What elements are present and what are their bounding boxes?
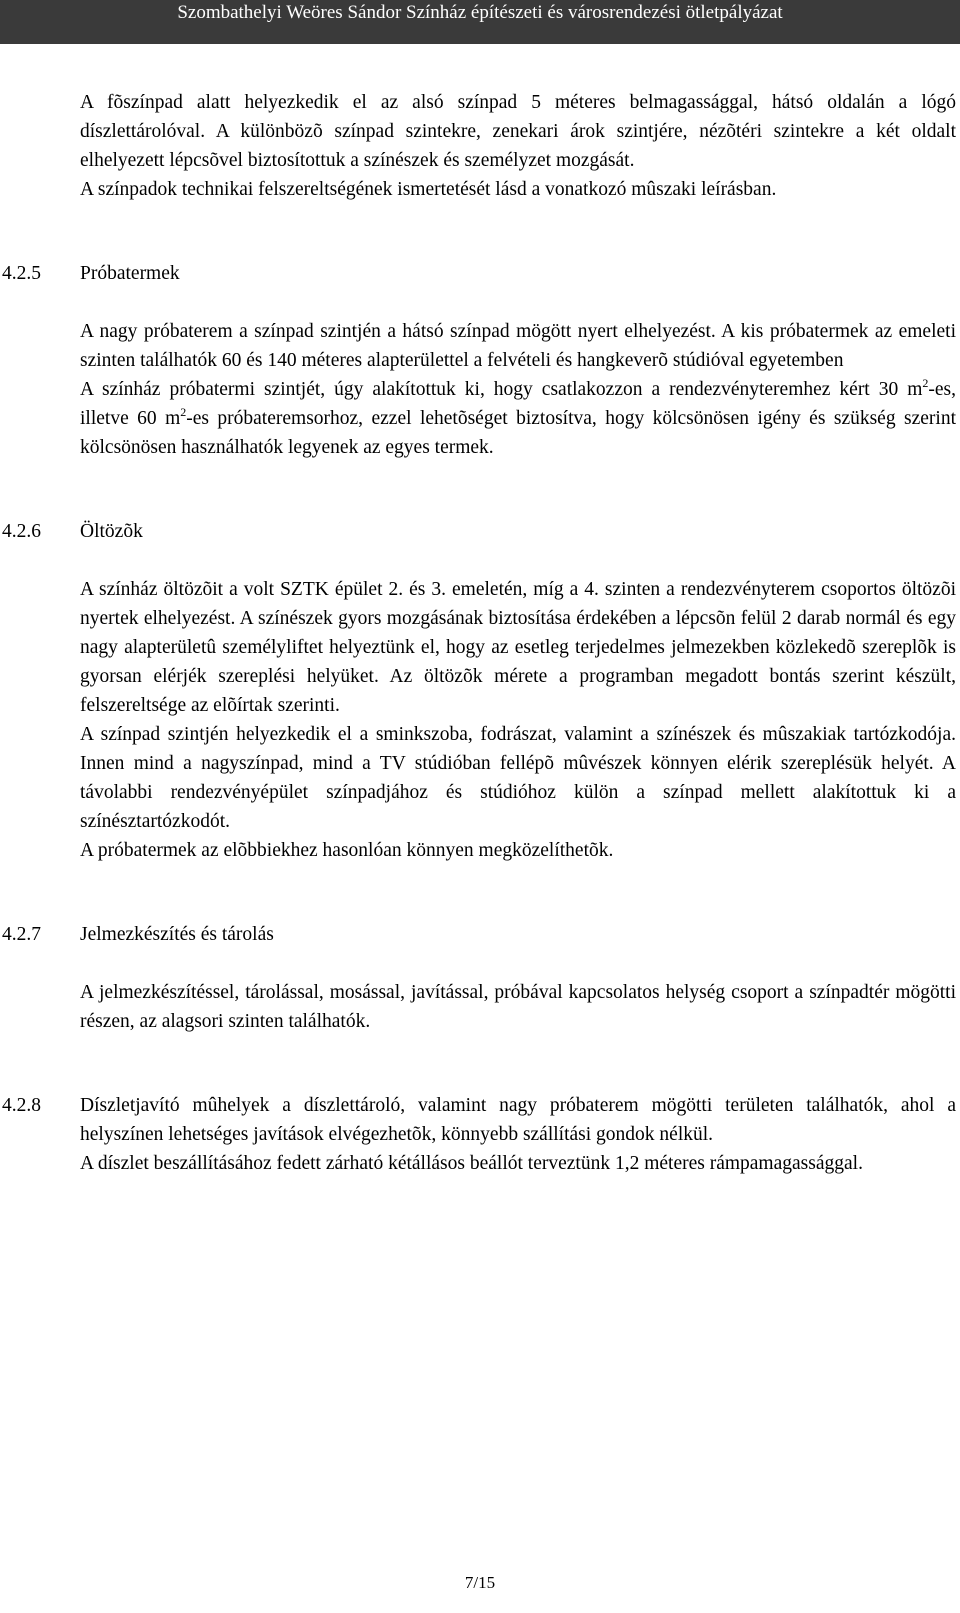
superscript: 2 [922,376,929,390]
section-heading-4-2-5 [2,259,956,288]
page-header [0,0,960,44]
section-4-2-8 [2,1091,956,1178]
section-number: 4.2.5 [2,263,41,284]
section-title: Öltözõk [80,521,143,542]
section-heading-4-2-7 [2,920,956,949]
section-4-2-8-paragraph-2: A díszlet beszállításához fedett zárható kétállásos beállót terveztünk 1,2 méteres rámpamagassággal. [80,1153,863,1174]
section-number: 4.2.8 [2,1095,41,1116]
page-number: 7/15 [464,1573,496,1592]
section-4-2-5-paragraph-2: A színház próbatermi szintjét, úgy alakítottuk ki, hogy csatlakozzon a rendezvényteremhez kért 30 $m^2-es$, illetve 60 $m^2-es$ próbateremsorhoz, ezzel lehetõséget biztosítva, hogy kölcsönösen igény és szükség szerint kölcsönösen használhatók legyenek az egyes termek. [80,376,956,458]
section-4-2-8-paragraph-1: Díszletjavító mûhelyek a díszlettároló, valamint nagy próbaterem mögötti területen találhatók, ahol a helyszínen lehetséges javítások elvégezhetõk, könnyebb szállítási gondok nélkül. [80,1095,956,1145]
section-heading-4-2-6 [2,517,956,546]
superscript: 2 [180,405,187,419]
section-4-2-7-paragraph-1: A jelmezkészítéssel, tárolással, mosással, javítással, próbával kapcsolatos helység csoport a színpadtér mögötti részen, az alagsori szinten találhatók. [80,982,956,1032]
section-number: 4.2.7 [2,924,41,945]
intro-paragraph-1: A fõszínpad alatt helyezkedik el az alsó színpad 5 méteres belmagassággal, hátsó oldalán a lógó díszlettárolóval. A különbözõ színpad szintekre, zenekari árok szintjére, nézõtéri szintekre a két oldalt elhelyezett lépcsõvel biztosítottuk a színészek és személyzet mozgását. [80,92,956,171]
section-4-2-6-paragraph-3: A próbatermek az elõbbiekhez hasonlóan könnyen megközelíthetõk. [80,840,614,861]
page-footer [0,1573,960,1593]
document-body [2,88,956,1178]
section-title: Próbatermek [80,263,180,284]
section-4-2-5-paragraph-1: A nagy próbaterem a színpad szintjén a hátsó színpad mögött nyert elhelyezést. A kis próbatermek az emeleti szinten találhatók 60 és 140 méteres alapterülettel a felvételi és hangkeverõ stúdióval egyetemben [80,321,956,371]
section-number: 4.2.6 [2,521,41,542]
header-title: Szombathelyi Weöres Sándor Színház építészeti és városrendezési ötletpályázat [177,2,783,23]
section-title: Jelmezkészítés és tárolás [80,924,274,945]
section-4-2-6-paragraph-1: A színház öltözõit a volt SZTK épület 2. és 3. emeletén, míg a 4. szinten a rendezvényterem csoportos öltözõi nyertek elhelyezést. A színészek gyors mozgásának biztosítása érdekében a lépcsõn felül 2 darab normál és egy nagy alapterületû személyliftet helyeztünk el, hogy az esetleg terjedelmes jelmezekben közlekedõ szereplõk is gyorsan elérjék szereplési helyüket. Az öltözõk mérete a programban megadott bontás szerint készült, felszereltsége az elõírtak szerinti. [80,579,956,716]
section-4-2-6-paragraph-2: A színpad szintjén helyezkedik el a sminkszoba, fodrászat, valamint a színészek és mûszakiak tartózkodója. Innen mind a nagyszínpad, mind a TV stúdióban fellépõ mûvészek könnyen elérik szereplésük helyét. A távolabbi rendezvényépület színpadjához és stúdióhoz külön a színpad mellett alakítottuk ki a színésztartózkodót. [80,724,956,832]
intro-paragraph-2: A színpadok technikai felszereltségének ismertetését lásd a vonatkozó mûszaki leírásban. [80,179,777,200]
